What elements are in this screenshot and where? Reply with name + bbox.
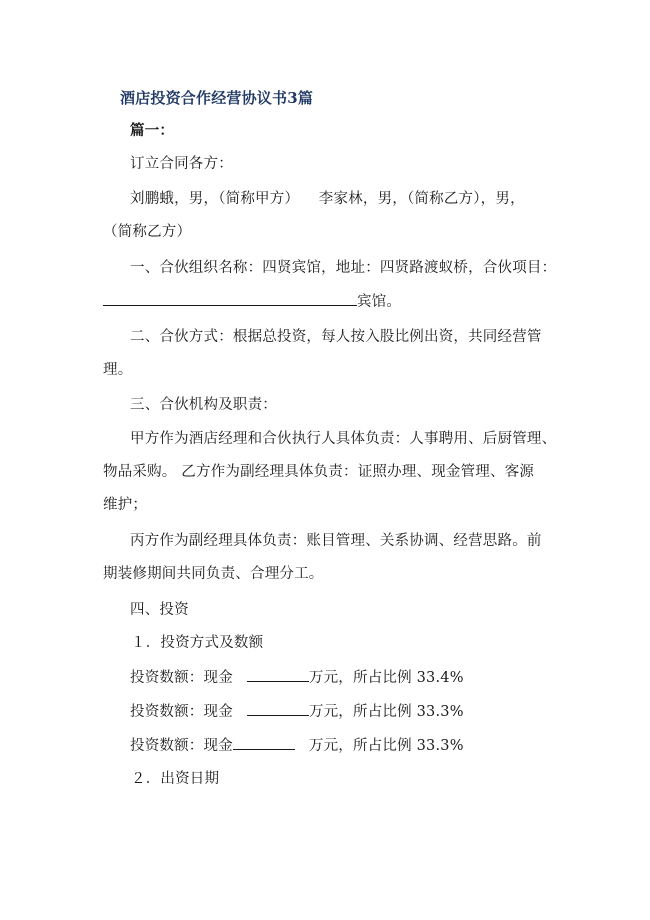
clause-4-heading: 四、投资 [130, 602, 189, 618]
clause-1-suffix: 宾馆。 [357, 294, 402, 310]
party-yi: 李家林，男，（简称乙方），男， [318, 191, 525, 207]
investment-row [130, 667, 464, 688]
section-label: 篇一： [130, 122, 175, 139]
clause-2-line-1: 二、合伙方式：根据总投资，每人按入股比例出资，共同经营管 [130, 329, 542, 345]
investment-label: 投资数额：现金 [130, 738, 233, 754]
clause-3-jia-line-1: 甲方作为酒店经理和合伙执行人具体负责：人事聘用、后厨管理、 [130, 431, 557, 447]
clause-1-line-1: 一、合伙组织名称：四贤宾馆，地址：四贤路渡蚁桥，合伙项目： [130, 260, 557, 276]
document-title: 酒店投资合作经营协议书3篇 [120, 89, 314, 107]
investment-row [130, 735, 464, 756]
amount-blank [247, 667, 309, 682]
parties-line-2: （简称乙方） [103, 224, 192, 240]
investment-unit: 万元，所占比例 33.4% [308, 670, 464, 686]
clause-2-line-2: 理。 [103, 362, 133, 378]
investment-unit: 万元，所占比例 33.3% [308, 738, 464, 754]
party-jia: 刘鹏蛾，男，（简称甲方） [130, 191, 300, 207]
investment-label: 投资数额：现金 [130, 670, 233, 686]
investment-row [130, 701, 464, 722]
clause-3-bing-line-2: 期装修期间共同负责、合理分工。 [103, 566, 324, 582]
clause-4-sub-2: ２．出资日期 [131, 771, 220, 787]
parties-heading: 订立合同各方： [130, 156, 233, 172]
clause-3-jia-line-2: 物品采购。 乙方作为副经理具体负责：证照办理、现金管理、客源 [103, 464, 535, 480]
parties-line-1 [130, 189, 525, 209]
clause-3-heading: 三、合伙机构及职责： [130, 397, 277, 413]
clause-3-bing-line-1: 丙方作为副经理具体负责：账目管理、关系协调、经营思路。前 [130, 533, 542, 549]
investment-unit: 万元，所占比例 33.3% [308, 704, 464, 720]
amount-blank [247, 701, 309, 716]
clause-1-line-2 [103, 291, 401, 312]
clause-4-sub-1: １．投资方式及数额 [131, 635, 264, 651]
project-blank [103, 291, 357, 306]
investment-label: 投资数额：现金 [130, 704, 233, 720]
amount-blank [233, 735, 295, 750]
clause-3-jia-line-3: 维护； [103, 497, 148, 513]
